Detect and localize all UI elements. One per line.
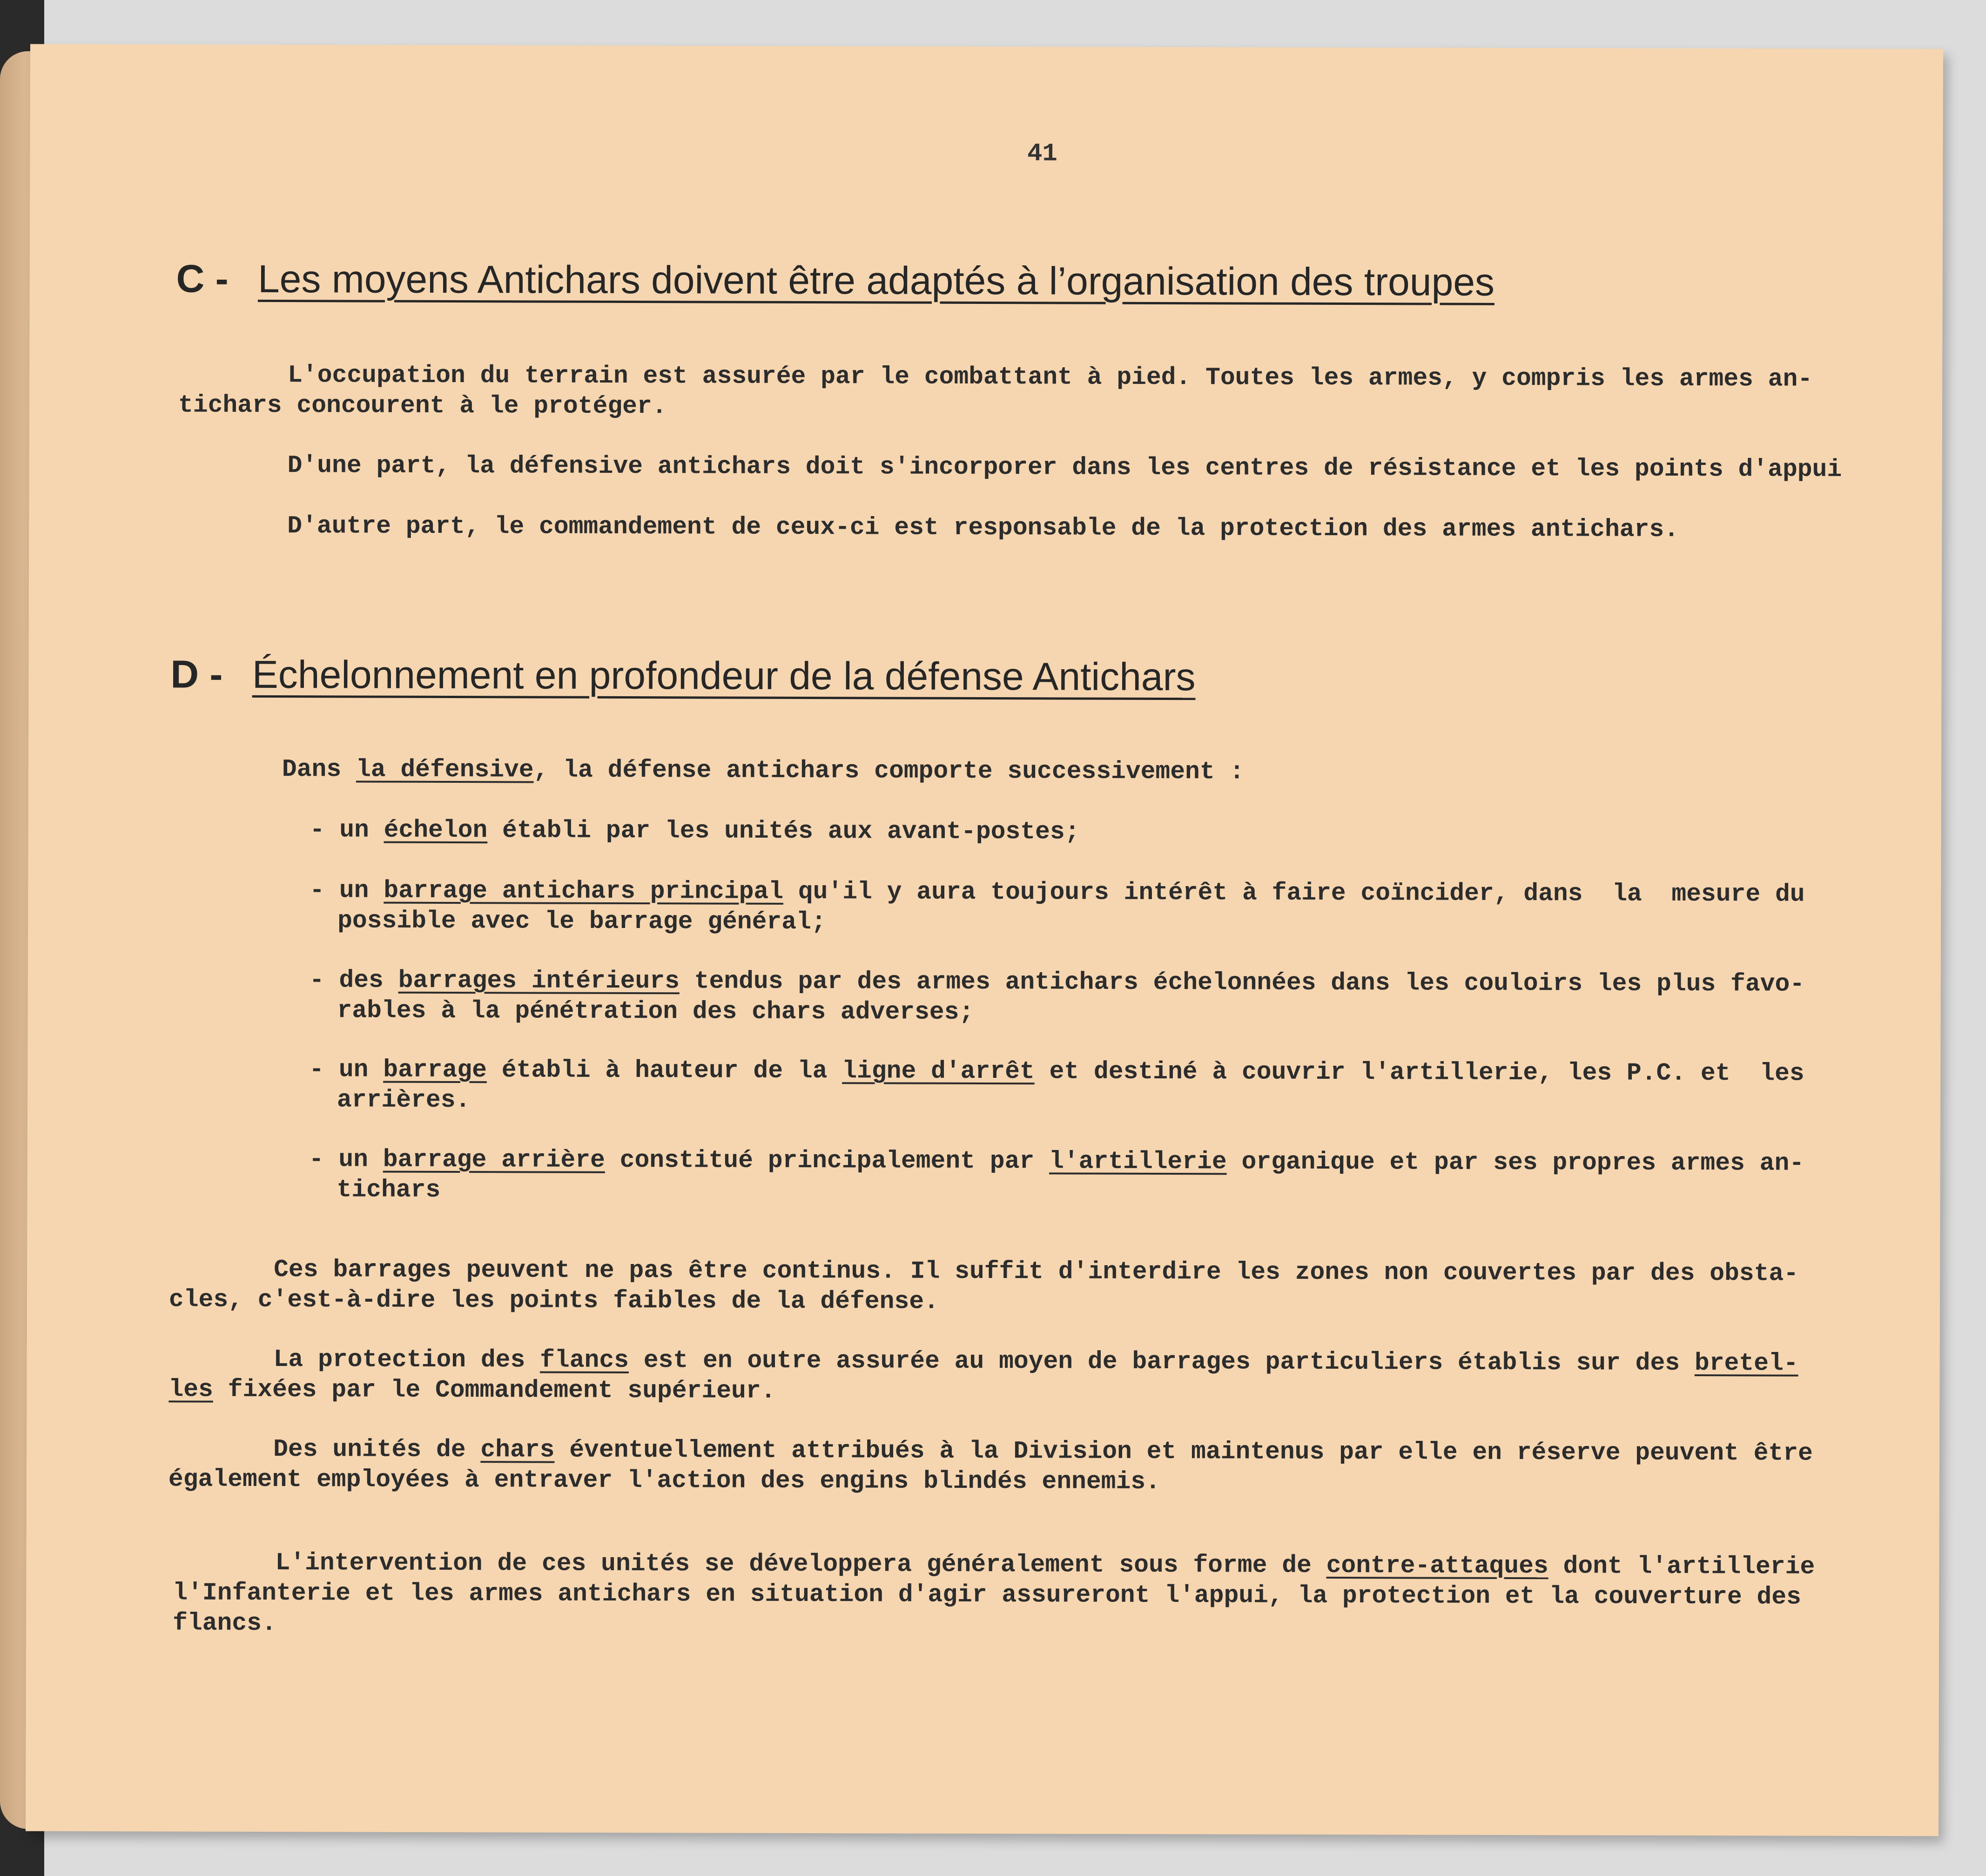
- section-d-para1-line1: Ces barrages peuvent ne pas être continus. Il suffit d'interdire les zones non couvertes par des obsta-: [274, 1256, 1799, 1288]
- list-item-barrage-arriere: - un barrage arrière constitué principalement par l'artillerie organique et par ses propres armes an-: [309, 1145, 1804, 1177]
- section-d-letter: D -: [170, 652, 223, 696]
- page-number: 41: [1027, 140, 1057, 168]
- list-item-barrage-ligne-arret-line2: arrières.: [337, 1086, 471, 1115]
- section-c-para3: D'autre part, le commandement de ceux-ci est responsable de la protection des armes antichars.: [287, 512, 1679, 544]
- section-d-para4-line1: L'intervention de ces unités se développera généralement sous forme de contre-attaques dont l'artillerie: [275, 1549, 1815, 1581]
- document-page: [26, 44, 1943, 1836]
- list-item-barrage-ligne-arret: - un barrage établi à hauteur de la ligne d'arrêt et destiné à couvrir l'artillerie, les P.C. et les: [309, 1056, 1804, 1088]
- section-c-title: Les moyens Antichars doivent être adaptés à l’organisation des troupes: [257, 256, 1495, 304]
- section-d-para3-line1: Des unités de chars éventuellement attribués à la Division et maintenus par elle en réserve peuvent être: [273, 1435, 1813, 1467]
- list-item-echelon: - un échelon établi par les unités aux avant-postes;: [310, 816, 1080, 846]
- section-c-para1-line2: tichars concourent à le protéger.: [178, 391, 667, 421]
- section-c-letter: C -: [176, 256, 229, 301]
- section-d-heading: [170, 652, 1195, 699]
- section-d-para1-line2: cles, c'est-à-dire les points faibles de la défense.: [168, 1285, 939, 1316]
- section-d-para4-line3: flancs.: [173, 1609, 276, 1638]
- list-item-barrage-arriere-line2: tichars: [337, 1176, 441, 1204]
- section-c-para1-line1: L'occupation du terrain est assurée par le combattant à pied. Toutes les armes, y compris les armes an-: [288, 361, 1813, 393]
- list-item-barrage-principal: - un barrage antichars principal qu'il y aura toujours intérêt à faire coïncider, dans la mesure du: [310, 876, 1805, 908]
- list-item-barrages-interieurs-line2: rables à la pénétration des chars adverses;: [337, 996, 974, 1026]
- section-d-title: Échelonnement en profondeur de la défense Antichars: [252, 652, 1196, 699]
- list-item-barrage-principal-line2: possible avec le barrage général;: [337, 907, 826, 936]
- section-d-para4-line2: l'Infanterie et les armes antichars en situation d'agir assureront l'appui, la protection et la couverture des: [173, 1579, 1801, 1611]
- section-d-intro: Dans la défensive, la défense antichars comporte successivement :: [282, 755, 1245, 786]
- section-c-para2: D'une part, la défensive antichars doit s'incorporer dans les centres de résistance et les points d'appui: [287, 451, 1842, 484]
- section-d-para2-line2: les fixées par le Commandement supérieur.: [168, 1375, 776, 1405]
- section-d-para3-line2: également employées à entraver l'action des engins blindés ennemis.: [168, 1465, 1160, 1496]
- section-c-heading: [176, 256, 1495, 304]
- list-item-barrages-interieurs: - des barrages intérieurs tendus par des armes antichars échelonnées dans les couloirs les plus favo-: [309, 966, 1805, 998]
- section-d-para2-line1: La protection des flancs est en outre assurée au moyen de barrages particuliers établis sur des bretel-: [273, 1345, 1798, 1378]
